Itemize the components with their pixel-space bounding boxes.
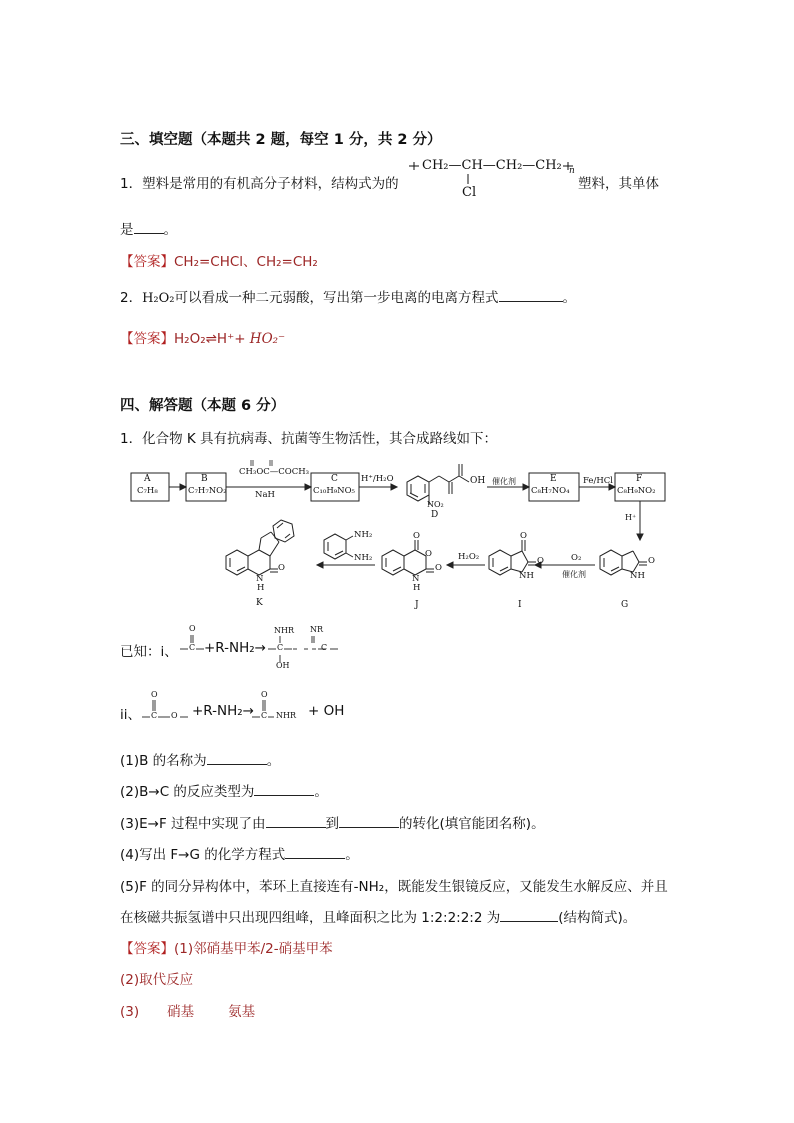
subq-5-text: 在核磁共振氢谱中只出现四组峰，且峰面积之比为 1:2:2:2:2 为 <box>120 910 501 926</box>
known-i-c3: C <box>321 643 328 652</box>
section4-answer-label: 【答案】 <box>120 941 174 957</box>
subq-1-blank[interactable] <box>207 751 267 765</box>
D-oh: OH <box>470 476 486 486</box>
q1-answer <box>120 250 318 270</box>
q1-text-after: 塑料，其单体 <box>578 176 659 192</box>
D-no2: NO₂ <box>427 500 444 509</box>
formula-B: C₇H₇NO₂ <box>188 486 227 496</box>
J-h: H <box>413 583 421 593</box>
subq-5-end: (结构简式)。 <box>558 910 637 926</box>
known-i-c2: C <box>277 643 284 652</box>
reagent-FG: H⁺ <box>625 513 637 522</box>
known-ii-reagent: +R-NH₂→ <box>192 703 254 719</box>
reagent-CD: H⁺/H₂O <box>361 474 394 484</box>
known-ii-o: O <box>171 711 178 720</box>
J-o-ring: O <box>425 549 432 559</box>
reagent-DE: 催化剂 <box>492 477 516 486</box>
diamine-nh2-top: NH₂ <box>354 530 373 540</box>
synthesis-scheme <box>125 450 675 620</box>
q2-num: 2． <box>120 290 143 306</box>
q1-formula-n: n <box>569 166 575 176</box>
subq-5-blank[interactable] <box>500 908 558 922</box>
J-o-right: O <box>435 563 442 573</box>
diamine-nh2-bottom: NH₂ <box>354 553 373 563</box>
known-i-oh: OH <box>276 661 290 670</box>
section4-answer-a3-second: 氨基 <box>228 1004 256 1020</box>
subq-4 <box>120 843 359 863</box>
q1-line2-text: 是 <box>120 222 134 238</box>
J-o-top: O <box>413 531 420 541</box>
formula-F: C₈H₉NO₂ <box>617 486 656 496</box>
subq-1-text: (1)B 的名称为 <box>120 753 207 769</box>
subq-1 <box>120 749 280 769</box>
structure-D <box>407 464 469 505</box>
subq-2 <box>120 780 328 800</box>
q1-answer-blank[interactable] <box>134 220 164 234</box>
section4-q1-intro: 1．化合物 K 具有抗病毒、抗菌等生物活性，其合成路线如下： <box>120 431 498 447</box>
known-i-nhr: NHR <box>274 626 294 635</box>
known-ii-o-top: O <box>151 690 158 699</box>
J-n: N <box>412 574 420 584</box>
label-C: C <box>331 474 338 484</box>
formula-C: C₁₀H₉NO₅ <box>313 486 355 496</box>
subq-5-line1: (5)F 的同分异构体中，苯环上直接连有-NH₂，既能发生银镜反应，又能发生水解反应、并且 <box>120 879 668 895</box>
q1-text-before: 1．塑料是常用的有机高分子材料，结构式为的 <box>120 176 399 192</box>
structure-diamine <box>324 534 353 559</box>
q2-text <box>120 286 576 306</box>
subq-3-blank-1[interactable] <box>266 814 326 828</box>
subq-2-blank[interactable] <box>254 782 314 796</box>
G-nh: NH <box>630 571 645 581</box>
reagent-BC-top: CH₃OC—COCH₃ <box>239 467 310 477</box>
section4-answer-a3-first: 硝基 <box>167 1004 195 1020</box>
known-i-reaction <box>178 622 338 670</box>
q1-answer-label: 【答案】 <box>120 254 174 270</box>
subq-3-end: 的转化(填官能团名称)。 <box>399 816 545 832</box>
section4-answer-3 <box>120 1000 255 1020</box>
subq-3-blank-2[interactable] <box>339 814 399 828</box>
known-ii-c: C <box>151 711 158 720</box>
subq-2-end: 。 <box>314 784 328 800</box>
formula-E: C₈H₇NO₄ <box>531 486 570 496</box>
q2-h2o2: H₂O₂ <box>142 291 175 306</box>
reagent-GI-bottom: 催化剂 <box>562 570 586 579</box>
subq-4-blank[interactable] <box>285 845 345 859</box>
reagent-BC-bottom: NaH <box>255 490 275 500</box>
label-D: D <box>431 510 439 520</box>
known-ii-reaction <box>140 690 345 726</box>
G-o: O <box>648 556 655 566</box>
structure-I <box>489 540 536 575</box>
label-G: G <box>621 600 629 610</box>
known-i-reagent: +R-NH₂→ <box>204 640 266 656</box>
label-A: A <box>144 474 151 484</box>
q2-answer-blank[interactable] <box>499 288 563 302</box>
known-i-o: O <box>189 624 196 633</box>
formula-A: C₇H₈ <box>137 486 158 496</box>
K-n: N <box>256 574 264 584</box>
q1-formula-cl: Cl <box>462 185 477 200</box>
label-I: I <box>518 600 522 610</box>
q1-line2 <box>120 218 177 238</box>
known-ii-label: ii、 <box>120 707 142 723</box>
subq-3 <box>120 812 545 832</box>
known-i-label: 已知：i、 <box>120 644 178 660</box>
subq-5-line2 <box>120 906 636 926</box>
q1-polymer-formula <box>408 158 578 204</box>
known-ii-nhr: NHR <box>276 711 296 720</box>
section4-heading: 四、解答题（本题 6 分） <box>120 398 286 414</box>
known-i-c: C <box>189 643 196 652</box>
reagent-IJ: H₂O₂ <box>458 552 480 562</box>
label-K: K <box>256 598 263 608</box>
K-o: O <box>278 563 285 573</box>
q2-answer-ion: HO₂⁻ <box>249 331 286 347</box>
q2-answer-text: H₂O₂⇌H⁺+ <box>174 331 250 347</box>
label-F: F <box>636 474 643 484</box>
q1-line2-end: 。 <box>163 222 177 238</box>
subq-1-end: 。 <box>266 753 281 769</box>
K-h: H <box>257 583 265 593</box>
label-J: J <box>415 600 419 610</box>
known-ii-end: + OH <box>308 703 345 719</box>
q2-answer-label: 【答案】 <box>120 331 174 347</box>
label-B: B <box>201 474 208 484</box>
label-E: E <box>550 474 557 484</box>
known-ii-o-top2: O <box>261 690 268 699</box>
q2-end: 。 <box>562 290 577 306</box>
section4-answer-1 <box>120 937 333 957</box>
subq-4-end: 。 <box>345 847 359 863</box>
I-o-right: O <box>537 556 544 566</box>
reagent-GI-top: O₂ <box>571 553 582 563</box>
q2-body: 可以看成一种二元弱酸，写出第一步电离的电离方程式 <box>174 290 499 306</box>
subq-2-text: (2)B→C 的反应类型为 <box>120 784 255 800</box>
I-nh: NH <box>519 571 534 581</box>
subq-3-text: (3)E→F 过程中实现了由 <box>120 816 266 832</box>
section4-answer-a3-num: (3) <box>120 1004 140 1020</box>
q2-answer <box>120 327 285 347</box>
reagent-EF: Fe/HCl <box>583 476 613 486</box>
known-ii-c2: C <box>261 711 268 720</box>
I-o-top: O <box>520 531 527 541</box>
subq-3-mid: 到 <box>325 816 340 832</box>
section4-answer-a1: (1)邻硝基甲苯/2-硝基甲苯 <box>174 941 333 957</box>
q1-formula-main: CH₂—CH—CH₂—CH₂ <box>422 158 562 173</box>
subq-4-text: (4)写出 F→G 的化学方程式 <box>120 847 286 863</box>
q1-answer-text: CH₂=CHCl、CH₂=CH₂ <box>174 254 318 270</box>
known-i-nr: NR <box>310 625 324 634</box>
section3-heading: 三、填空题（本题共 2 题，每空 1 分，共 2 分） <box>120 132 442 148</box>
section4-answer-2: (2)取代反应 <box>120 972 194 988</box>
